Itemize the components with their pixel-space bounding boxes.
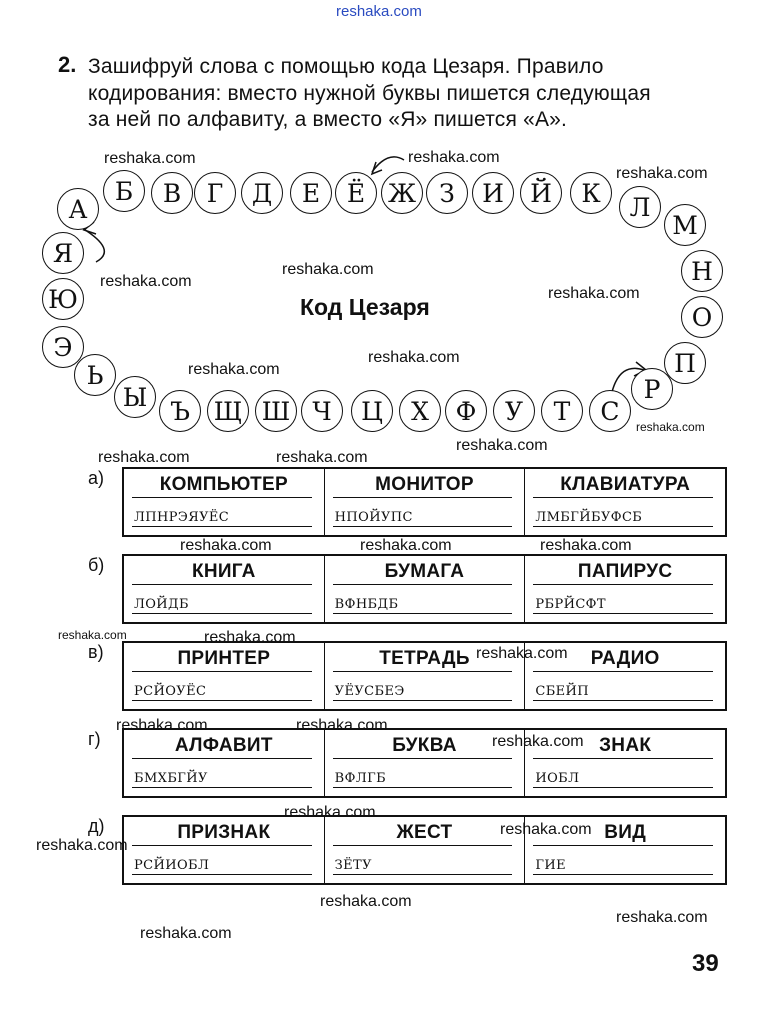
cipher-letter-circle: Я [42, 232, 84, 274]
cipher-letter-circle: А [57, 188, 99, 230]
page-number: 39 [692, 950, 719, 977]
answer-underline [333, 700, 513, 701]
watermark[interactable]: reshaka.com [98, 449, 190, 466]
cipher-letter-circle: В [151, 172, 193, 214]
watermark[interactable]: reshaka.com [616, 165, 708, 182]
answer-underline [533, 613, 713, 614]
answer-underline [132, 613, 312, 614]
cipher-letter-circle: Л [619, 186, 661, 228]
cipher-letter-circle: Ё [335, 172, 377, 214]
word-cell [124, 643, 325, 709]
cipher-letter-circle: Ф [445, 390, 487, 432]
arrow-e-yo [372, 157, 404, 172]
word-cell [325, 817, 526, 883]
cipher-letter-circle: К [570, 172, 612, 214]
watermark[interactable]: reshaka.com [320, 893, 412, 910]
watermark[interactable]: reshaka.com [282, 261, 374, 278]
answer-underline [533, 787, 713, 788]
source-word: МОНИТОР [375, 474, 474, 495]
cipher-letter-circle: Ш [255, 390, 297, 432]
source-word: ТЕТРАДЬ [379, 648, 470, 669]
cipher-letter-circle: Й [520, 172, 562, 214]
cipher-table [122, 728, 727, 798]
cipher-letter-circle: М [664, 204, 706, 246]
source-word: ПРИЗНАК [177, 822, 271, 843]
cipher-letter-circle: С [589, 390, 631, 432]
answer-underline [132, 700, 312, 701]
cipher-letter-circle: О [681, 296, 723, 338]
watermark[interactable]: reshaka.com [180, 537, 272, 554]
divider-line [333, 497, 513, 498]
divider-line [333, 845, 513, 846]
row-label: а) [88, 468, 105, 488]
encoded-answer: РБРЙСФТ [535, 597, 606, 612]
cipher-letter-circle: Ч [301, 390, 343, 432]
answer-underline [333, 787, 513, 788]
encoded-answer: ЛПНРЭЯУЁС [134, 510, 230, 525]
watermark[interactable]: reshaka.com [188, 361, 280, 378]
divider-line [533, 758, 713, 759]
encoded-answer: СБЕЙП [535, 684, 590, 699]
cipher-letter-circle: У [493, 390, 535, 432]
watermark[interactable]: reshaka.com [500, 821, 592, 838]
watermark[interactable]: reshaka.com [456, 437, 548, 454]
encoded-answer: ИОБЛ [535, 771, 580, 786]
answer-underline [132, 874, 312, 875]
cipher-letter-circle: Ь [74, 354, 116, 396]
watermark[interactable]: reshaka.com [296, 717, 388, 734]
divider-line [533, 671, 713, 672]
cipher-letter-circle: З [426, 172, 468, 214]
task-text-line-3: за ней по алфавиту, а вместо «Я» пишется «А». [88, 108, 568, 131]
divider-line [132, 845, 312, 846]
watermark[interactable]: reshaka.com [476, 645, 568, 662]
word-cell [124, 730, 325, 796]
source-word: ПАПИРУС [577, 561, 673, 582]
watermark[interactable]: reshaka.com [368, 349, 460, 366]
source-word: БУКВА [392, 735, 457, 756]
watermark[interactable]: reshaka.com [276, 449, 368, 466]
answer-underline [533, 700, 713, 701]
answer-underline [533, 526, 713, 527]
cipher-letter-circle: Ц [351, 390, 393, 432]
source-word: ВИД [604, 822, 647, 843]
watermark[interactable]: reshaka.com [548, 285, 640, 302]
cipher-letter-circle: Ы [114, 376, 156, 418]
watermark[interactable]: reshaka.com [104, 150, 196, 167]
cipher-letter-circle: Ж [381, 172, 423, 214]
answer-underline [333, 613, 513, 614]
source-word: КЛАВИАТУРА [560, 474, 691, 495]
source-word: АЛФАВИТ [174, 735, 273, 756]
divider-line [533, 845, 713, 846]
task-number: 2. [58, 52, 77, 77]
watermark[interactable]: reshaka.com [408, 149, 500, 166]
answer-underline [333, 874, 513, 875]
encoded-answer: ЛОЙДБ [134, 597, 189, 612]
cipher-letter-circle: Н [681, 250, 723, 292]
answer-underline [132, 526, 312, 527]
watermark[interactable]: reshaka.com [100, 273, 192, 290]
word-cell [325, 469, 526, 535]
watermark[interactable]: reshaka.com [492, 733, 584, 750]
row-label: в) [88, 642, 104, 662]
cipher-title: Код Цезаря [300, 294, 430, 320]
word-cell [325, 556, 526, 622]
watermark[interactable]: reshaka.com [616, 909, 708, 926]
encoded-answer: ЗЁТУ [334, 858, 372, 873]
cipher-letter-circle: Х [399, 390, 441, 432]
answer-underline [533, 874, 713, 875]
watermark[interactable]: reshaka.com [116, 717, 208, 734]
source-word: БУМАГА [384, 561, 465, 582]
cipher-letter-circle: И [472, 172, 514, 214]
divider-line [132, 758, 312, 759]
cipher-letter-circle: П [664, 342, 706, 384]
source-word: КОМПЬЮТЕР [159, 474, 288, 495]
encoded-answer: ЛМБГЙБУФСБ [535, 510, 643, 525]
divider-line [132, 584, 312, 585]
divider-line [333, 758, 513, 759]
cipher-letter-circle: Б [103, 170, 145, 212]
watermark[interactable]: reshaka.com [36, 837, 128, 854]
divider-line [333, 584, 513, 585]
source-word: ЖЕСТ [396, 822, 453, 843]
watermark[interactable]: reshaka.com [540, 537, 632, 554]
task-text-line-2: кодирования: вместо нужной буквы пишется следующая [88, 82, 651, 105]
encoded-answer: ГИЕ [535, 858, 566, 873]
cipher-letter-circle: Т [541, 390, 583, 432]
word-cell [525, 556, 725, 622]
task-text-line-1: Зашифруй слова с помощью кода Цезаря. Правило [88, 55, 604, 78]
divider-line [533, 497, 713, 498]
word-cell [525, 469, 725, 535]
cipher-letter-circle: Е [290, 172, 332, 214]
divider-line [132, 671, 312, 672]
divider-line [333, 671, 513, 672]
encoded-answer: БМХБГЙУ [134, 771, 208, 786]
source-word: ЗНАК [599, 735, 652, 756]
divider-line [132, 497, 312, 498]
row-label: д) [88, 816, 105, 836]
cipher-table [122, 554, 727, 624]
watermark-top[interactable]: reshaka.com [336, 3, 422, 20]
encoded-answer: РСЙИОБЛ [134, 858, 210, 873]
word-cell [124, 556, 325, 622]
cipher-table [122, 815, 727, 885]
source-word: РАДИО [590, 648, 660, 669]
encoded-answer: ВФЛГБ [334, 771, 387, 786]
divider-line [533, 584, 713, 585]
watermark[interactable]: reshaka.com [360, 537, 452, 554]
word-cell [124, 469, 325, 535]
cipher-table [122, 641, 727, 711]
cipher-letter-circle: Ю [42, 278, 84, 320]
cipher-table [122, 467, 727, 537]
row-label: б) [88, 555, 105, 575]
answer-underline [132, 787, 312, 788]
cipher-letter-circle: Щ [207, 390, 249, 432]
encoded-answer: УЁУСБЕЭ [334, 684, 405, 699]
encoded-answer: НПОЙУПС [334, 510, 413, 525]
watermark[interactable]: reshaka.com [58, 628, 127, 642]
cipher-letter-circle: Г [194, 172, 236, 214]
cipher-letter-circle: Ъ [159, 390, 201, 432]
encoded-answer: РСЙОУЁС [134, 684, 207, 699]
cipher-letter-circle: Р [631, 368, 673, 410]
cipher-letter-circle: Э [42, 326, 84, 368]
encoded-answer: ВФНБДБ [334, 597, 399, 612]
source-word: ПРИНТЕР [177, 648, 271, 669]
word-cell [124, 817, 325, 883]
source-word: КНИГА [191, 561, 256, 582]
row-label: г) [88, 729, 101, 749]
answer-underline [333, 526, 513, 527]
watermark[interactable]: reshaka.com [284, 804, 376, 821]
cipher-letter-circle: Д [241, 172, 283, 214]
watermark[interactable]: reshaka.com [636, 420, 705, 434]
watermark[interactable]: reshaka.com [204, 629, 296, 646]
watermark[interactable]: reshaka.com [140, 925, 232, 942]
